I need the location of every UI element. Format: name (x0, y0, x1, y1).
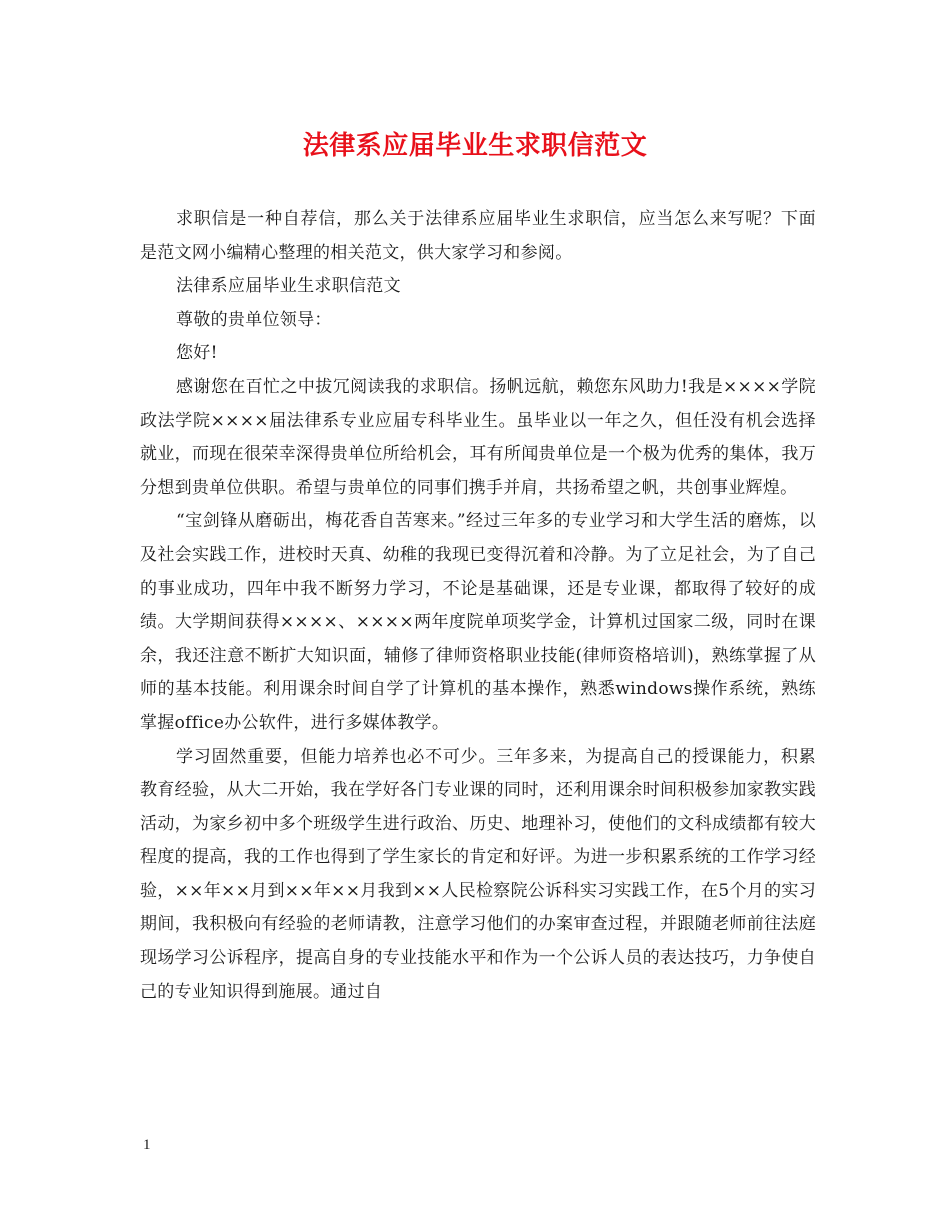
document-body (140, 203, 816, 1009)
document-title: 法律系应届毕业生求职信范文 (302, 131, 648, 161)
body-paragraph-3: 学习固然重要，但能力培养也必不可少。三年多来，为提高自己的授课能力，积累教育经验，从大二开始，我在学好各门专业课的同时，还利用课余时间积极参加家教实践活动，为家乡初中多个班级学生进行政治、历史、地理补习，使他们的文科成绩都有较大程度的提高，我的工作也得到了学生家长的肯定和好评。为进一步积累系统的工作学习经验，××年××月到××年××月我到××人民检察院公诉科实习实践工作，在5个月的实习期间，我积极向有经验的老师请教，注意学习他们的办案审查过程，并跟随老师前往法庭现场学习公诉程序，提高自身的专业技能水平和作为一个公诉人员的表达技巧，力争使自己的专业知识得到施展。通过自 (140, 746, 816, 1002)
intro-paragraph: 求职信是一种自荐信，那么关于法律系应届毕业生求职信，应当怎么来写呢？下面是范文网小编精心整理的相关范文，供大家学习和参阅。 (140, 209, 816, 263)
page-number: 1 (143, 1137, 151, 1153)
letter-heading: 法律系应届毕业生求职信范文 (176, 276, 401, 297)
salutation: 尊敬的贵单位领导： (176, 309, 332, 330)
body-paragraph-1: 感谢您在百忙之中拔冗阅读我的求职信。扬帆远航，赖您东风助力!我是××××学院政法学院××××届法律系专业应届专科毕业生。虽毕业以一年之久，但任没有机会选择就业，而现在很荣幸深得贵单位所给机会，耳有所闻贵单位是一个极为优秀的集体，我万分想到贵单位供职。希望与贵单位的同事们携手并肩，共扬希望之帆，共创事业辉煌。 (140, 376, 816, 498)
greeting: 您好! (176, 343, 218, 364)
body-paragraph-2: “宝剑锋从磨砺出，梅花香自苦寒来。”经过三年多的专业学习和大学生活的磨炼，以及社会实践工作，进校时天真、幼稚的我现已变得沉着和冷静。为了立足社会，为了自己的事业成功，四年中我不断努力学习，不论是基础课，还是专业课，都取得了较好的成绩。大学期间获得××××、××××两年度院单项奖学金，计算机过国家二级，同时在课余，我还注意不断扩大知识面，辅修了律师资格职业技能(律师资格培训)，熟练掌握了从师的基本技能。利用课余时间自学了计算机的基本操作，熟悉windows操作系统，熟练掌握office办公软件，进行多媒体教学。 (140, 511, 816, 733)
